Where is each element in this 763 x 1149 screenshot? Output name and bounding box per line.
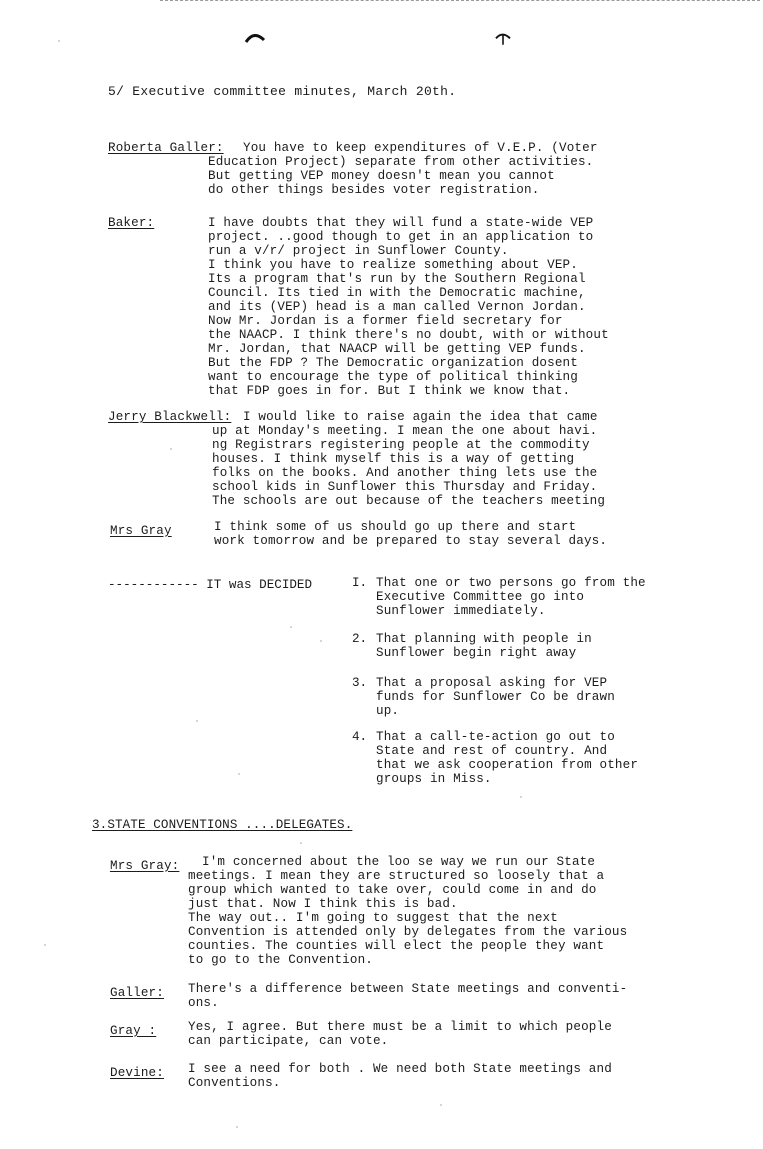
speech-line: The schools are out because of the teachers meeting bbox=[212, 494, 606, 508]
speech-line: do other things besides voter registration. bbox=[208, 183, 540, 197]
decision-line: Sunflower begin right away bbox=[376, 646, 577, 660]
decision-number: 3. bbox=[352, 676, 368, 690]
decision-line: groups in Miss. bbox=[376, 772, 492, 786]
speech-line: ng Registrars registering people at the commodity bbox=[212, 438, 590, 452]
speaker-label: Baker: bbox=[108, 216, 155, 230]
scan-speck bbox=[170, 448, 172, 450]
speech-line: Now Mr. Jordan is a former field secretary for bbox=[208, 314, 563, 328]
scan-speck bbox=[238, 773, 240, 775]
speech-line: that FDP goes in for. But I think we know that. bbox=[208, 384, 571, 398]
speech-line: You have to keep expenditures of V.E.P. (Voter bbox=[243, 141, 598, 155]
decision-number: I. bbox=[352, 576, 368, 590]
speaker-label: Gray : bbox=[110, 1024, 157, 1038]
decision-line: funds for Sunflower Co be drawn bbox=[376, 690, 615, 704]
speech-line: meetings. I mean they are structured so loosely that a bbox=[188, 869, 605, 883]
speech-line: But getting VEP money doesn't mean you cannot bbox=[208, 169, 555, 183]
decision-number: 4. bbox=[352, 730, 368, 744]
speech-line: There's a difference between State meetings and conventi- bbox=[188, 982, 628, 996]
decision-line: State and rest of country. And bbox=[376, 744, 608, 758]
speaker-label: Devine: bbox=[110, 1066, 164, 1080]
speech-line: I see a need for both . We need both State meetings and bbox=[188, 1062, 612, 1076]
scan-speck bbox=[440, 1104, 442, 1106]
section-heading: 3.STATE CONVENTIONS ....DELEGATES. bbox=[92, 818, 353, 832]
scan-speck bbox=[196, 720, 198, 722]
speech-line: Conventions. bbox=[188, 1076, 281, 1090]
speech-line: school kids in Sunflower this Thursday and Friday. bbox=[212, 480, 598, 494]
speaker-label: Roberta Galler: bbox=[108, 141, 224, 155]
speech-line: to go to the Convention. bbox=[188, 953, 373, 967]
speech-line: Mr. Jordan, that NAACP will be getting VEP funds. bbox=[208, 342, 586, 356]
speech-line: project. ..good though to get in an application to bbox=[208, 230, 594, 244]
decision-line: that we ask cooperation from other bbox=[376, 758, 639, 772]
decided-label: ------------ IT was DECIDED bbox=[108, 578, 313, 592]
speech-line: I think some of us should go up there and start bbox=[214, 520, 577, 534]
speech-line: can participate, can vote. bbox=[188, 1034, 389, 1048]
speech-line: Council. Its tied in with the Democratic machine, bbox=[208, 286, 586, 300]
speech-line: the NAACP. I think there's no doubt, with or without bbox=[208, 328, 609, 342]
speech-line: group which wanted to take over, could come in and do bbox=[188, 883, 597, 897]
speech-line: houses. I think myself this is a way of getting bbox=[212, 452, 575, 466]
decision-line: up. bbox=[376, 704, 400, 718]
decision-line: That one or two persons go from the bbox=[376, 576, 646, 590]
speaker-label: Mrs Gray: bbox=[110, 859, 180, 873]
page-header: 5/ Executive committee minutes, March 20th. bbox=[108, 84, 457, 99]
binder-clip-mark-left bbox=[244, 30, 266, 44]
decision-number: 2. bbox=[352, 632, 368, 646]
decision-line: That planning with people in bbox=[376, 632, 592, 646]
top-perforation bbox=[160, 0, 760, 1]
speech-line: But the FDP ? The Democratic organization dosent bbox=[208, 356, 578, 370]
scan-speck bbox=[236, 1126, 238, 1128]
decision-line: That a call-te-action go out to bbox=[376, 730, 615, 744]
speaker-label: Galler: bbox=[110, 986, 164, 1000]
speech-line: Its a program that's run by the Southern Regional bbox=[208, 272, 586, 286]
speech-line: ons. bbox=[188, 996, 219, 1010]
speech-line: Yes, I agree. But there must be a limit to which people bbox=[188, 1020, 612, 1034]
speech-line: just that. Now I think this is bad. bbox=[188, 897, 458, 911]
speech-line: Education Project) separate from other activities. bbox=[208, 155, 594, 169]
scan-speck bbox=[520, 796, 522, 798]
speech-line: up at Monday's meeting. I mean the one about havi. bbox=[212, 424, 598, 438]
scan-speck bbox=[320, 640, 322, 642]
speech-line: I have doubts that they will fund a state-wide VEP bbox=[208, 216, 594, 230]
speech-line: counties. The counties will elect the people they want bbox=[188, 939, 605, 953]
decision-line: Sunflower immediately. bbox=[376, 604, 546, 618]
speech-line: I would like to raise again the idea that came bbox=[243, 410, 598, 424]
speaker-label: Jerry Blackwell: bbox=[108, 410, 232, 424]
speech-line: Convention is attended only by delegates from the various bbox=[188, 925, 628, 939]
speaker-label: Mrs Gray bbox=[110, 524, 172, 538]
decision-line: That a proposal asking for VEP bbox=[376, 676, 608, 690]
binder-clip-mark-right bbox=[492, 32, 514, 46]
speech-line: work tomorrow and be prepared to stay several days. bbox=[214, 534, 608, 548]
speech-line: run a v/r/ project in Sunflower County. bbox=[208, 244, 509, 258]
decision-line: Executive Committee go into bbox=[376, 590, 585, 604]
speech-line: I'm concerned about the loo se way we run our State bbox=[202, 855, 596, 869]
speech-line: I think you have to realize something about VEP. bbox=[208, 258, 578, 272]
scan-speck bbox=[300, 842, 302, 844]
speech-line: folks on the books. And another thing lets use the bbox=[212, 466, 598, 480]
speech-line: and its (VEP) head is a man called Vernon Jordan. bbox=[208, 300, 586, 314]
scan-speck bbox=[58, 40, 60, 42]
scan-speck bbox=[290, 626, 292, 628]
scan-speck bbox=[44, 944, 46, 946]
speech-line: want to encourage the type of political thinking bbox=[208, 370, 578, 384]
speech-line: The way out.. I'm going to suggest that the next bbox=[188, 911, 558, 925]
